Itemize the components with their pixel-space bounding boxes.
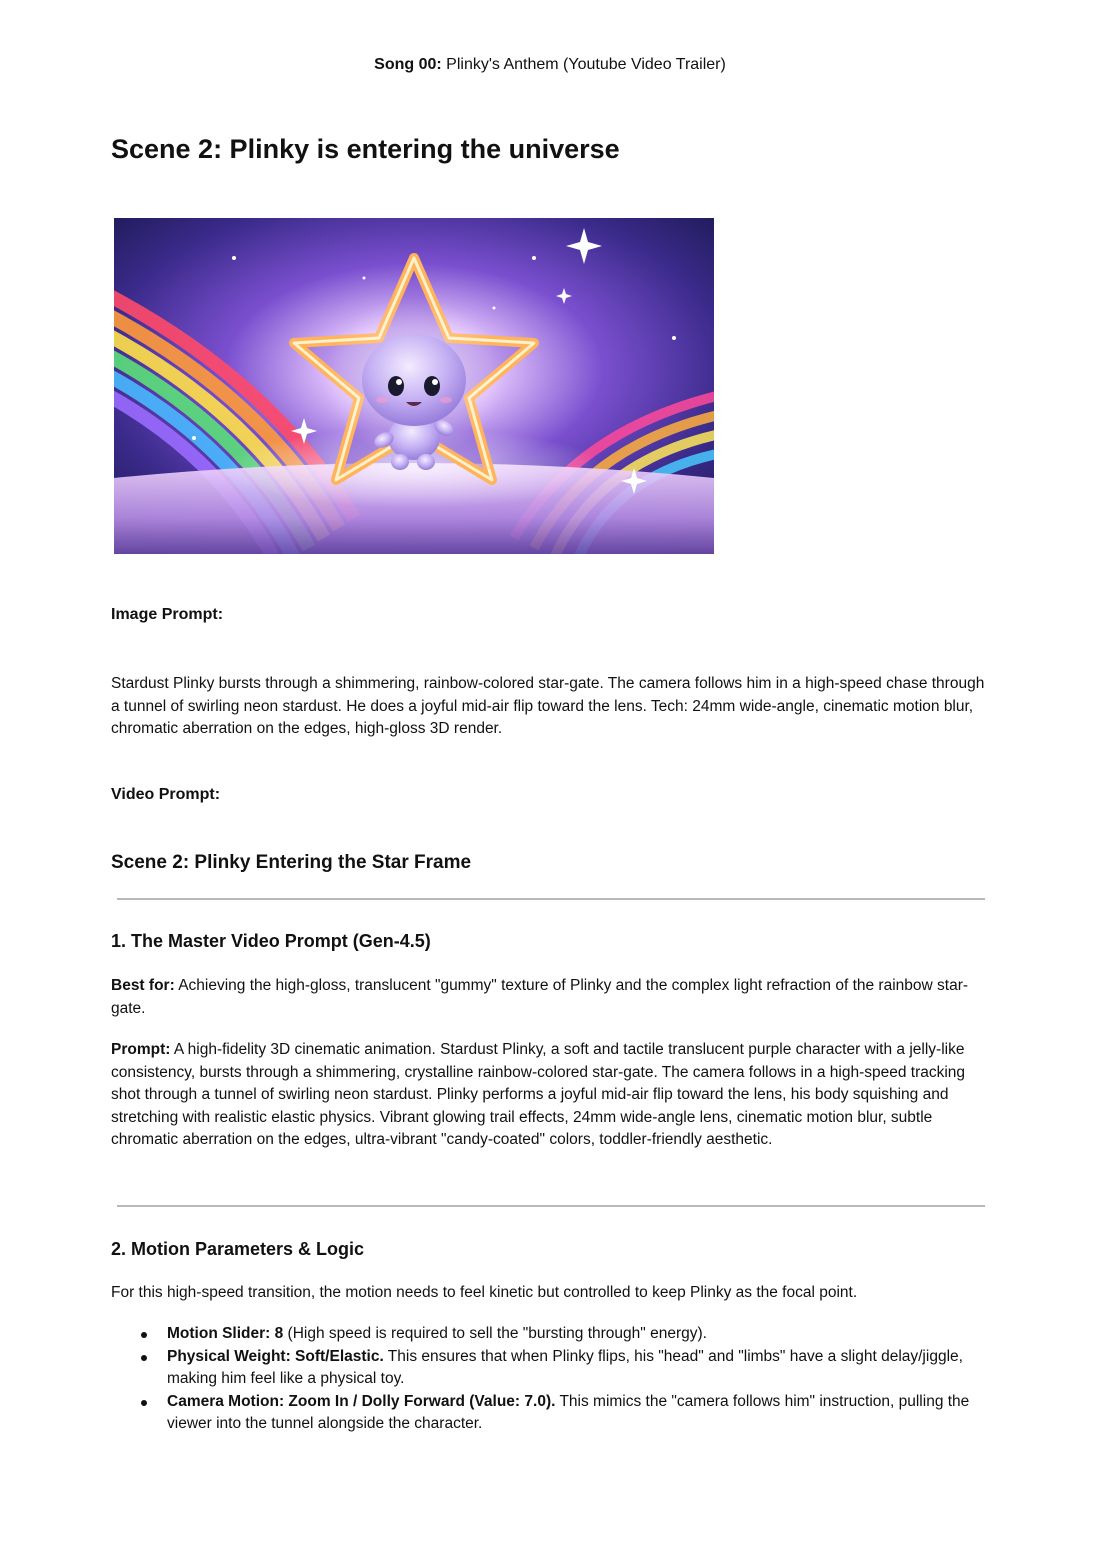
list-item [111, 1391, 977, 1436]
scene-illustration [114, 218, 714, 554]
section2-intro: For this high-speed transition, the motion needs to feel kinetic but controlled to keep Plinky as the focal point. [111, 1284, 858, 1301]
song-title: Plinky's Anthem (Youtube Video Trailer) [446, 56, 726, 73]
bullet-icon [141, 1355, 147, 1361]
document-header [0, 56, 1100, 74]
best-for-label: Best for: [111, 977, 175, 994]
divider [117, 898, 985, 900]
motion-parameter-list [111, 1323, 991, 1436]
image-prompt-label: Image Prompt: [111, 606, 224, 623]
bullet-bold: Motion Slider: 8 [167, 1325, 284, 1342]
image-prompt-text: Stardust Plinky bursts through a shimmering, rainbow-colored star-gate. The camera follows him in a high-speed chase through a tunnel of swirling neon stardust. He does a joyful mid-air flip toward the lens. Tech: 24mm wide-angle, cinematic motion blur, chromatic aberration on the edges, high-gloss 3D render. [111, 675, 985, 737]
bullet-text: This mimics the "camera follows him" instruction, pulling the viewer into the tunnel alongside the character. [167, 1392, 970, 1432]
scene-title: Scene 2: Plinky is entering the universe [111, 134, 620, 164]
bullet-bold: Camera Motion: Zoom In / Dolly Forward (Value: 7.0). [167, 1392, 556, 1410]
bullet-text: This ensures that when Plinky flips, his "head" and "limbs" have a slight delay/jiggle, making him feel like a physical toy. [167, 1347, 963, 1387]
video-prompt-label: Video Prompt: [111, 786, 221, 803]
divider [117, 1205, 985, 1207]
bullet-text: (High speed is required to sell the "bursting through" energy). [283, 1325, 707, 1342]
list-item [111, 1323, 977, 1346]
prompt-label: Prompt: [111, 1041, 171, 1058]
list-item [111, 1346, 977, 1391]
bullet-bold: Physical Weight: Soft/Elastic. [167, 1347, 384, 1365]
prompt-text: A high-fidelity 3D cinematic animation. Stardust Plinky, a soft and tactile translucent purple character with a jelly-like consistency, bursts through a shimmering, crystalline rainbow-colored star-gate. The camera follows in a high-speed tracking shot through a tunnel of swirling neon stardust. Plinky performs a joyful mid-air flip toward the lens, his body squishing and stretching with realistic elastic physics. Vibrant glowing trail effects, 24mm wide-angle lens, cinematic motion blur, subtle chromatic aberration on the edges, ultra-vibrant "candy-coated" colors, toddler-friendly aesthetic. [111, 1041, 966, 1148]
video-prompt-heading: Scene 2: Plinky Entering the Star Frame [111, 852, 472, 873]
best-for-text: Achieving the high-gloss, translucent "gummy" texture of Plinky and the complex light refraction of the rainbow star-gate. [111, 977, 969, 1017]
song-label: Song 00: [374, 56, 442, 73]
section1-heading: 1. The Master Video Prompt (Gen-4.5) [111, 931, 431, 951]
prompt-paragraph [111, 1039, 991, 1152]
best-for-paragraph [111, 975, 991, 1020]
bullet-icon [141, 1400, 147, 1406]
bullet-icon [141, 1332, 147, 1338]
section2-heading: 2. Motion Parameters & Logic [111, 1239, 365, 1259]
